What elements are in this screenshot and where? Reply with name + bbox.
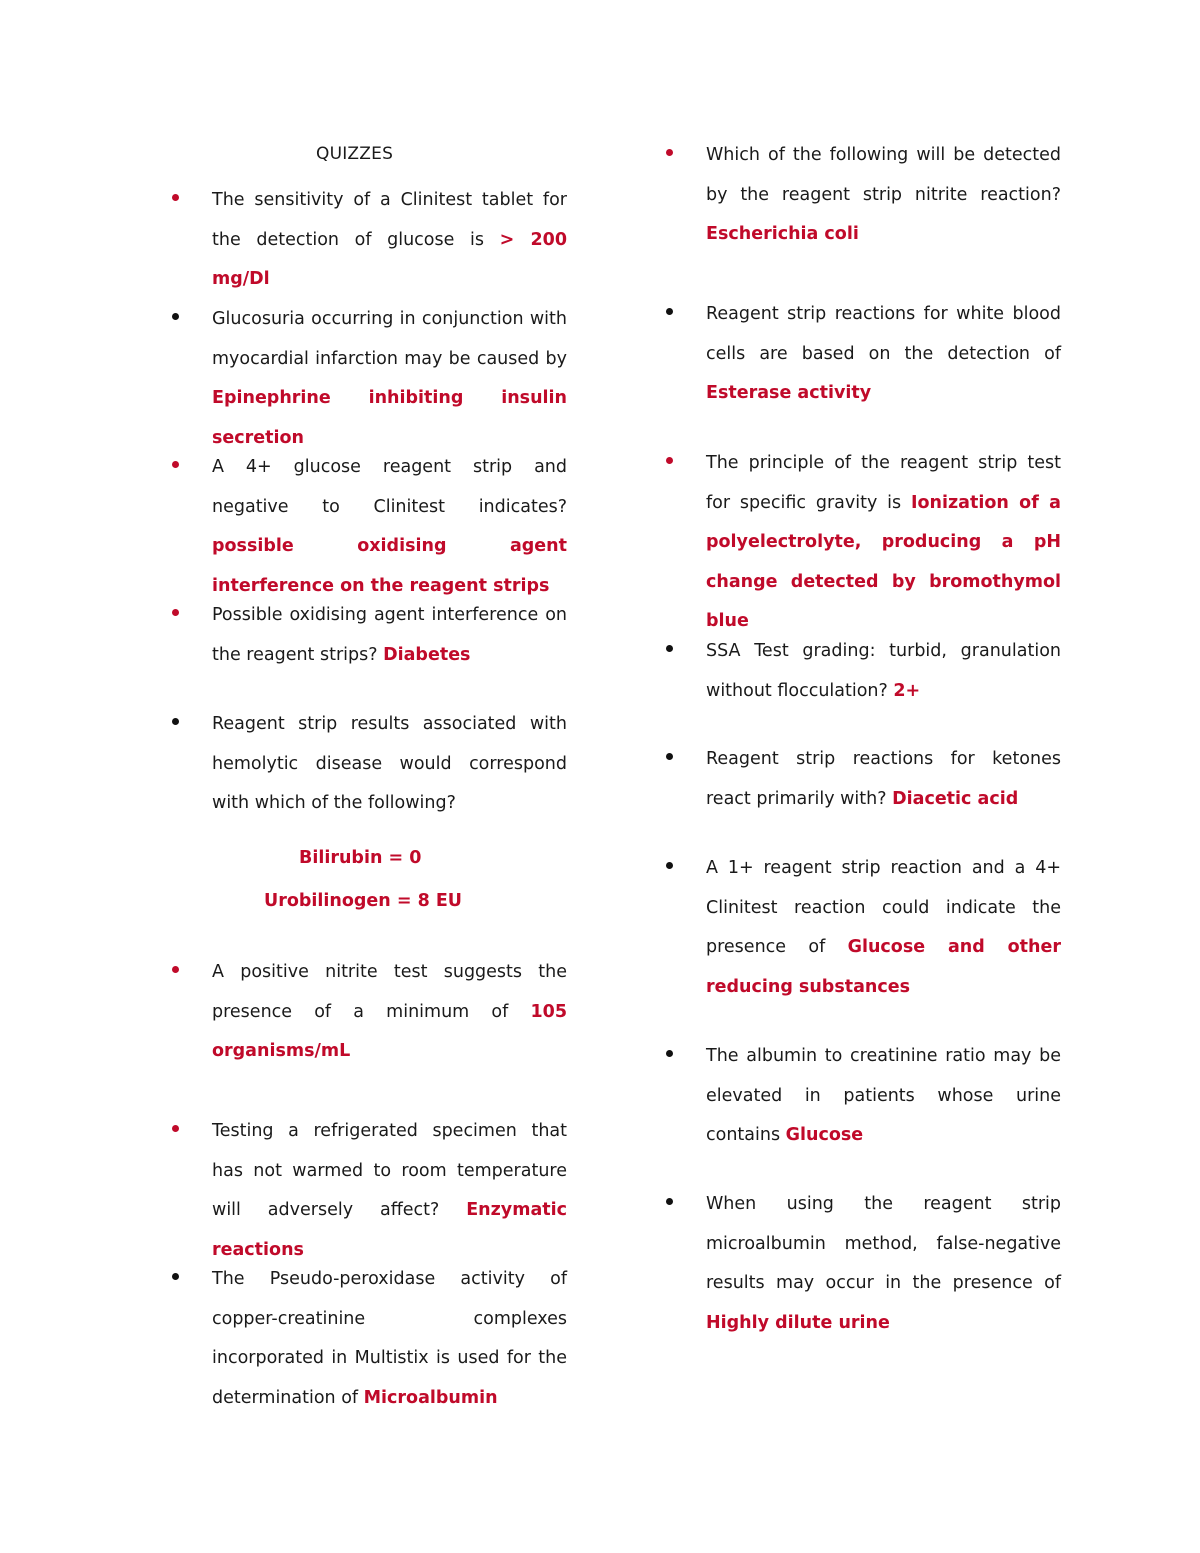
quiz-item (172, 181, 567, 300)
bullet-icon (172, 1125, 179, 1132)
quiz-item (172, 1112, 567, 1270)
answer-text: Esterase activity (706, 383, 872, 404)
quiz-text (212, 953, 567, 1072)
answer-text: Glucose and other reducing substances (706, 937, 1061, 997)
bullet-icon (172, 461, 179, 468)
answer-text: possible oxidising agent interference on the reagent strips (212, 536, 567, 596)
quiz-item (172, 300, 567, 458)
question-text: A 4+ glucose reagent strip and negative to Clinitest indicates? (212, 457, 567, 517)
question-text: Reagent strip reactions for white blood cells are based on the detection of (706, 304, 1061, 364)
question-text: Possible oxidising agent interference on the reagent strips? (212, 605, 567, 665)
answer-text: Microalbumin (363, 1387, 498, 1408)
quiz-text (706, 740, 1061, 819)
bullet-icon (172, 1273, 179, 1280)
bullet-icon (666, 149, 673, 156)
quiz-text (212, 1260, 567, 1418)
question-text: A 1+ reagent strip reaction and a 4+ Clinitest reaction could indicate the presence of (706, 858, 1061, 958)
answer-text: Ionization of a polyelectrolyte, producing a pH change detected by bromothymol blue (706, 492, 1061, 632)
question-text: The principle of the reagent strip test for specific gravity is (706, 453, 1061, 513)
answer-text: Diacetic acid (892, 788, 1019, 809)
question-text: SSA Test grading: turbid, granulation without flocculation? (706, 641, 1061, 701)
answer-text: Highly dilute urine (706, 1312, 890, 1333)
answer-text: Diabetes (383, 644, 471, 665)
page-title: QUIZZES (316, 144, 394, 164)
quiz-item (172, 705, 567, 824)
quiz-text (212, 300, 567, 458)
bullet-icon (666, 1050, 673, 1057)
quiz-item (666, 444, 1061, 642)
quiz-text (706, 295, 1061, 414)
bullet-icon (172, 718, 179, 725)
quiz-item (666, 632, 1061, 711)
question-text: When using the reagent strip microalbumin method, false-negative results may occur in the presence of (706, 1194, 1061, 1294)
quiz-item (666, 849, 1061, 1007)
quiz-text (212, 705, 567, 824)
question-text: Which of the following will be detected by the reagent strip nitrite reaction? (706, 145, 1061, 205)
bullet-icon (666, 753, 673, 760)
bullet-icon (666, 308, 673, 315)
bullet-icon (172, 313, 179, 320)
answer-text: > 200 mg/Dl (212, 229, 567, 290)
answer-text: Epinephrine inhibiting insulin secretion (212, 388, 567, 448)
quiz-text (212, 1112, 567, 1270)
quiz-text (212, 596, 567, 675)
quiz-item (666, 136, 1061, 255)
question-text: Reagent strip results associated with hemolytic disease would correspond with which of the following? (212, 714, 567, 814)
bilirubin-answer: Bilirubin = 0 (299, 848, 422, 868)
answer-text: 2+ (893, 680, 921, 701)
quiz-text (212, 181, 567, 300)
quiz-item (666, 1037, 1061, 1156)
quiz-item (172, 953, 567, 1072)
quiz-item (666, 295, 1061, 414)
answer-text: Enzymatic reactions (212, 1200, 567, 1260)
bullet-icon (666, 645, 673, 652)
bullet-icon (666, 1198, 673, 1205)
bullet-icon (666, 457, 673, 464)
quiz-text (706, 136, 1061, 255)
quiz-text (212, 448, 567, 606)
quiz-item (172, 1260, 567, 1418)
answer-text: Glucose (785, 1125, 864, 1146)
question-text: A positive nitrite test suggests the presence of a minimum of (212, 962, 567, 1022)
quiz-text (706, 444, 1061, 642)
quiz-item (666, 1185, 1061, 1343)
quiz-text (706, 632, 1061, 711)
quiz-text (706, 1037, 1061, 1156)
question-text: Testing a refrigerated specimen that has not warmed to room temperature will adversely affect? (212, 1121, 567, 1221)
quiz-item (666, 740, 1061, 819)
bullet-icon (172, 966, 179, 973)
bullet-icon (172, 609, 179, 616)
urobilinogen-answer: Urobilinogen = 8 EU (264, 891, 463, 911)
quiz-item (172, 596, 567, 675)
bullet-icon (666, 862, 673, 869)
answer-text: Escherichia coli (706, 224, 859, 245)
question-text: The albumin to creatinine ratio may be elevated in patients whose urine contains (706, 1046, 1061, 1146)
question-text: Glucosuria occurring in conjunction with myocardial infarction may be caused by (212, 309, 567, 369)
bullet-icon (172, 194, 179, 201)
quiz-text (706, 1185, 1061, 1343)
question-text: Reagent strip reactions for ketones react primarily with? (706, 749, 1061, 809)
question-text: The sensitivity of a Clinitest tablet for the detection of glucose is (212, 190, 567, 250)
question-text: The Pseudo-peroxidase activity of copper-creatinine complexes incorporated in Multistix is used for the determination of (212, 1269, 567, 1408)
answer-text: 105 organisms/mL (212, 1001, 567, 1062)
quiz-text (706, 849, 1061, 1007)
quiz-item (172, 448, 567, 606)
